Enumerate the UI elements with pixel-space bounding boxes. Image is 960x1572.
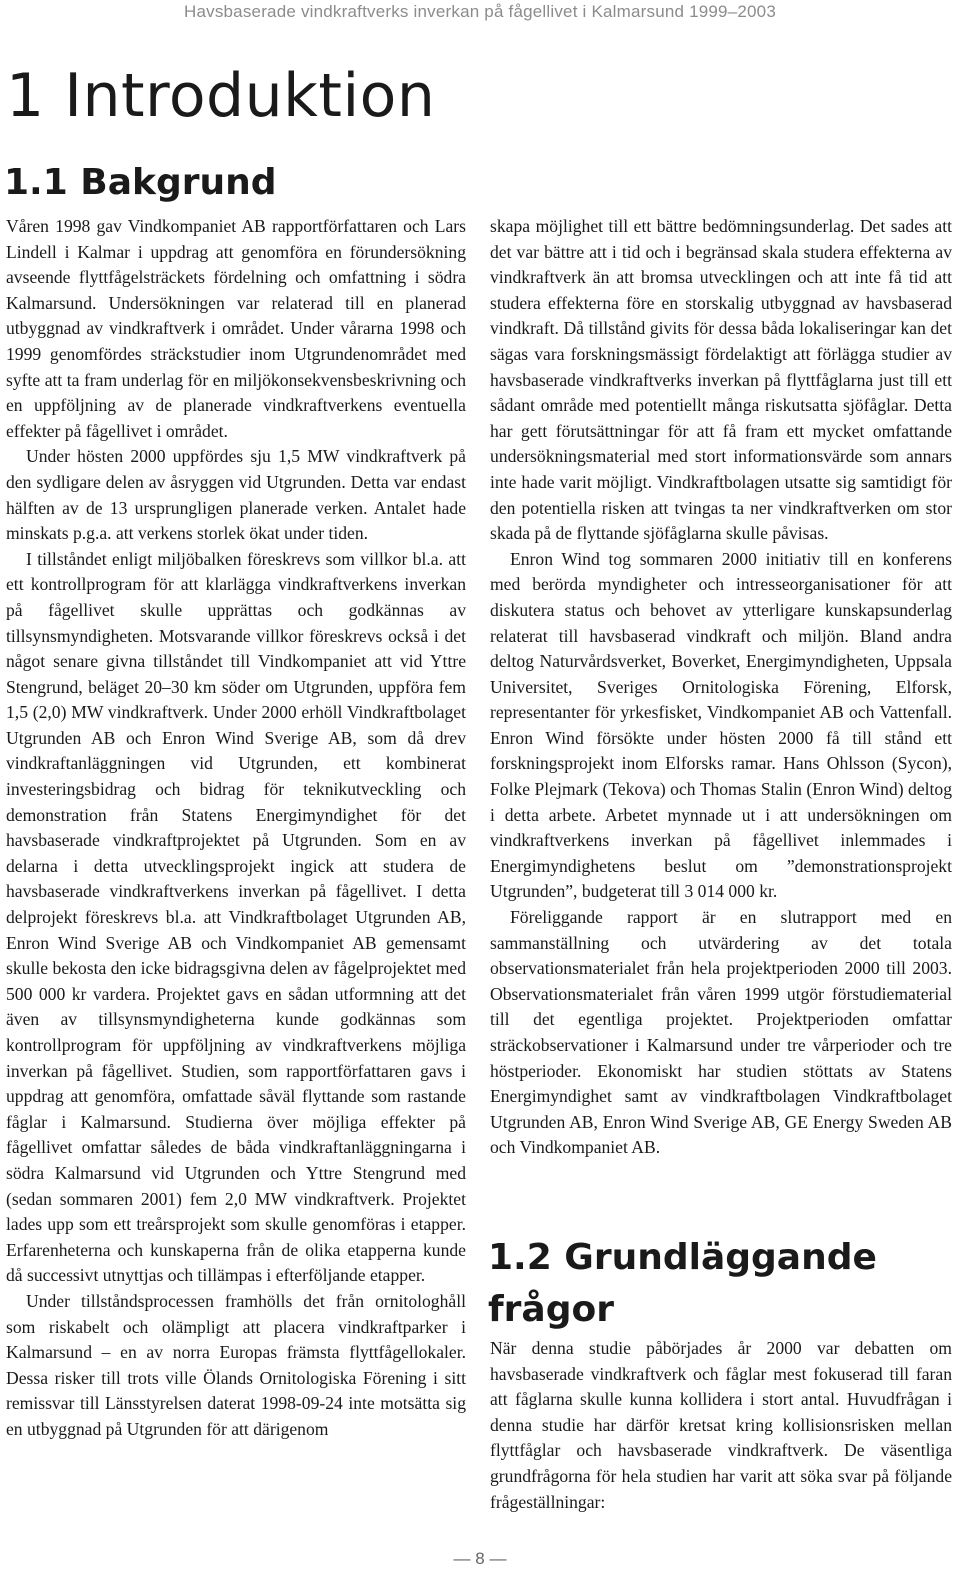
section-title-grundlaggande-fragor: 1.2 Grundläggande frågor (488, 1237, 877, 1330)
section-2-body (490, 1336, 952, 1515)
page-number: — 8 — (453, 1549, 507, 1568)
paragraph: När denna studie påbörjades år 2000 var debatten om havsbaserade vindkraftverk och fåglar mest fokuserad till faran att fåglarna skulle kunna kollidera i stort antal. Huvudfrågan i denna studie har därför kretsat kring kollisionsrisken mellan flyttfåglar och havsbaserade vindkraftverk. De väsentliga grundfrågorna för hela studien har varit att söka svar på följande frågeställningar: (490, 1338, 952, 1512)
paragraph: Enron Wind tog sommaren 2000 initiativ till en konferens med berörda myndigheter och intresseorganisationer för att diskutera status och behovet av ytterligare kunskapsunderlag relaterat till havsbaserad vindkraft och miljön. Bland andra deltog Naturvårdsverket, Boverket, Energimyndigheten, Uppsala Universitet, Sveriges Ornitologiska Förening, Elforsk, representanter för yrkesfisket, Vindkompaniet AB och Vattenfall. Enron Wind försökte under hösten 2000 få till stånd ett forskningsprojekt inom Elforsks ramar. Hans Ohlsson (Sycon), Folke Plejmark (Tekova) och Thomas Stalin (Enron Wind) deltog i detta arbete. Arbetet mynnade ut i att undersökningen om vindkraftverkens inverkan på fågellivet inlemmades i Energimyndighetens beslut om ”demonstrationsprojekt Utgrunden”, budgeterat till 3 014 000 kr. (490, 548, 952, 902)
section-title-bakgrund: 1.1 Bakgrund (4, 162, 277, 203)
left-column (6, 214, 466, 1443)
paragraph: skapa möjlighet till ett bättre bedömningsunderlag. Det sades att det var bättre att i tid och i begränsad skala studera effekterna av vindkraftverk än att bromsa utvecklingen och att inte få tid att studera effekterna före en storskalig utbyggnad av havsbaserad vindkraft. Då tillstånd givits för dessa båda lokaliseringar kan det sägas vara forskningsmässigt fördelaktigt att förlägga studier av havsbaserade vindkraftverks inverkan på flyttfåglarna just till ett sådant område med potentiellt många riskutsatta sjöfåglar. Detta har gett förutsättningar för att få fram ett mycket omfattande undersökningsmaterial med stort informationsvärde som annars inte hade varit möjligt. Vindkraftbolagen utsatte sig samtidigt för den potentiella risken att tvingas ta ner vindkraftverken om stor skada på de flyttande sjöfåglarna skulle påvisas. (490, 216, 952, 544)
paragraph: Under tillståndsprocessen framhölls det från ornitologhåll som riskabelt och olämpligt att placera vindkraftparker i Kalmarsund – en av norra Europas främsta flyttfågellokaler. Dessa risker till trots ville Ölands Ornitologiska Förening i sitt remissvar till Länsstyrelsen daterat 1998-09-24 inte motsätta sig en utbyggnad på Utgrunden för att därigenom (6, 1290, 466, 1439)
paragraph: I tillståndet enligt miljöbalken föreskrevs som villkor bl.a. att ett kontrollprogram för att klarlägga vindkraftverkens inverkan på fågellivet skulle upprättas och godkännas av tillsynsmyndigheten. Motsvarande villkor föreskrevs också i det något senare givna tillståndet till Vindkompaniet att vid Yttre Stengrund, beläget 20–30 km söder om Utgrunden, uppföra fem 1,5 (2,0) MW vindkraftverk. Under 2000 erhöll Vindkraftbolaget Utgrunden AB och Enron Wind Sverige AB, som då drev vindkraftanläggningen vid Utgrunden, ett kombinerat investeringsbidrag och bidrag för teknikutveckling och demonstration från Statens Energimyndighet för det havsbaserade vindkraftprojektet på Utgrunden. Som en av delarna i detta utvecklingsprojekt ingick att studera de havsbaserade vindkraftverkens inverkan på fågellivet. I detta delprojekt föreskrevs bl.a. att Vindkraftbolaget Utgrunden AB, Enron Wind Sverige AB och Vindkompaniet AB gemensamt skulle bekosta den icke bidragsgivna delen av fågelprojektet med 500 000 kr vardera. Projektet gavs en sådan utformning att det även av tillsynsmyndigheterna kunde godkännas som kontrollprogram för uppföljning av vindkraftverkens möjliga inverkan på fågellivet. Studien, som rapportförfattaren gavs i uppdrag att genomföra, omfattade såväl flyttande som rastande fåglar i Kalmarsund. Studierna över möjliga effekter på fågellivet omfattar således de båda vindkraftanläggningarna i södra Kalmarsund vid Utgrunden och Yttre Stengrund med (sedan sommaren 2001) fem 2,0 MW vindkraftverk. Projektet lades upp som ett treårsprojekt som skulle genomföras i etapper. Erfarenheterna och kunskaperna från de olika etapperna kunde då successivt utnyttjas och tillämpas i efterföljande etapper. (6, 548, 466, 1286)
paragraph: Under hösten 2000 uppfördes sju 1,5 MW vindkraftverk på den sydligare delen av åsryggen vid Utgrunden. Detta var endast hälften av de 13 ursprungligen planerade verken. Antalet hade minskats p.g.a. att verkens storlek ökat under tiden. (6, 446, 466, 544)
running-header: Havsbaserade vindkraftverks inverkan på fågellivet i Kalmarsund 1999–2003 (184, 2, 776, 21)
chapter-title: 1 Introduktion (6, 61, 436, 131)
paragraph: Föreliggande rapport är en slutrapport med en sammanställning och utvärdering av det totala observationsmaterialet från hela projektperioden 2000 till 2003. Observationsmaterialet från våren 1999 utgör förstudiematerial till det egentliga projektet. Projektperioden omfattar sträckobservationer i Kalmarsund under tre vårperioder och tre höstperioder. Ekonomiskt har studien stöttats av Statens Energimyndighet samt av vindkraftbolagen Vindkraftbolaget Utgrunden AB, Enron Wind Sverige AB, GE Energy Sweden AB och Vindkompaniet AB. (490, 907, 952, 1158)
paragraph: Våren 1998 gav Vindkompaniet AB rapportförfattaren och Lars Lindell i Kalmar i uppdrag att genomföra en förundersökning avseende flyttfågelsträckets fördelning och omfattning i södra Kalmarsund. Undersökningen var relaterad till en planerad utbyggnad av vindkraftverk i området. Under vårarna 1998 och 1999 genomfördes sträckstudier inom Utgrundenområdet med syfte att ta fram underlag för en miljökonsekvensbeskrivning och en uppföljning av de planerade vindkraftverkens eventuella effekter på fågellivet i området. (6, 216, 466, 441)
right-column (490, 214, 952, 1161)
